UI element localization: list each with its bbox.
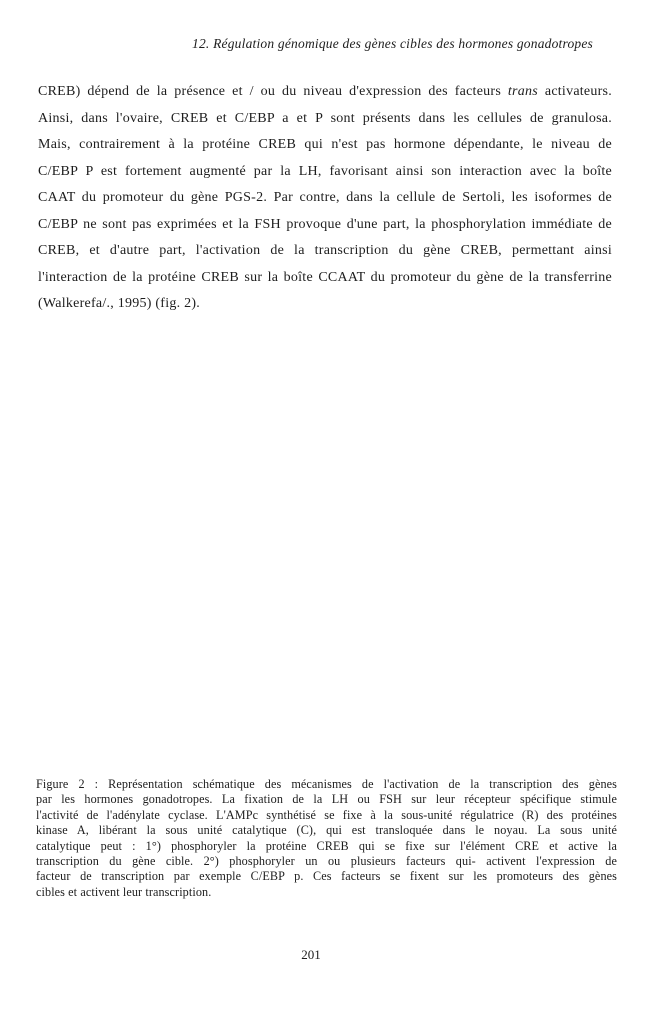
text-run: Mais, contrairement à la protéine CREB qui n'est pas hormone dépendante, le niveau de [38,137,612,152]
caption-line [36,777,617,792]
text-run: kinase A, libérant la sous unité catalytique (C), qui est transloquée dans le noyau. La sous unité [36,823,617,838]
body-line [38,79,612,106]
page-number: 201 [301,947,321,962]
running-header: 12. Régulation génomique des gènes cibles des hormones gonadotropes [192,36,593,51]
text-run: CREB) dépend de la présence et / ou du niveau d'expression des facteurs [38,84,508,99]
text-run: CAAT du promoteur du gène PGS-2. Par contre, dans la cellule de Sertoli, les isoformes de [38,190,612,205]
text-run: Figure 2 : Représentation schématique des mécanismes de l'activation de la transcription des gènes [36,777,617,791]
figure-2-caption [36,777,617,900]
text-run: l'interaction de la protéine CREB sur la boîte CCAAT du promoteur du gène de la transferrine [38,269,612,285]
caption-line [36,823,617,838]
italic-term: trans [507,84,538,99]
caption-line [36,854,617,869]
caption-line [36,792,617,807]
text-run: transcription du gène cible. 2°) phosphoryler un ou plusieurs facteurs qui- activent l'expression de [36,854,617,869]
text-run: Ainsi, dans l'ovaire, CREB et C/EBP a et P sont présents dans les cellules de granulosa. [38,110,612,126]
caption-line [36,839,617,854]
text-run: par les hormones gonadotropes. La fixation de la LH ou FSH sur leur récepteur spécifique stimule [36,792,617,807]
page-number-row [0,947,622,963]
text-run: cibles et activent leur transcription. [36,884,212,899]
text-run: l'activité de l'adénylate cyclase. L'AMPc synthétisé se fixe à la sous-unité régulatrice (R) des protéines [36,807,617,822]
body-line [38,185,612,212]
body-line [38,238,612,265]
text-run: catalytique peut : 1°) phosphoryler la protéine CREB qui se fixe sur l'élément CRE et active la [36,838,617,853]
body-line [38,132,612,159]
text-run: facteur de transcription par exemple C/EBP p. Ces facteurs se fixent sur les promoteurs des gènes [36,869,617,884]
text-run: activateurs. [537,84,612,99]
caption-line [36,808,617,823]
body-line [38,212,612,239]
text-run: C/EBP P est fortement augmenté par la LH, favorisant ainsi son interaction avec la boîte [38,163,612,179]
body-line [38,159,612,186]
text-run: C/EBP ne sont pas exprimées et la FSH provoque d'une part, la phosphorylation immédiate de [38,216,612,232]
caption-line [36,869,617,884]
text-run: (Walkerefa/., 1995) (fig. 2). [38,296,201,311]
body-line [38,291,612,318]
caption-line [36,885,617,900]
body-paragraph [38,79,612,318]
body-line [38,106,612,133]
text-run: CREB, et d'autre part, l'activation de la transcription du gène CREB, permettant ainsi [38,243,612,258]
body-line [38,265,612,292]
figure-2-image-area [38,335,612,773]
